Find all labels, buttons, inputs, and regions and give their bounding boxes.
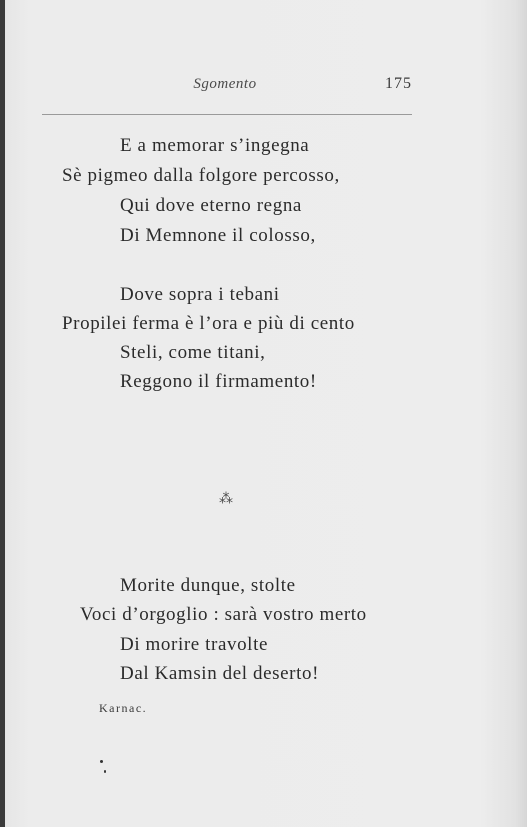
running-title: Sgomento xyxy=(193,76,257,92)
verse-line: Propilei ferma è l’ora e più di cento xyxy=(62,313,355,334)
header-rule xyxy=(42,114,412,115)
ink-speck xyxy=(100,760,103,763)
verse-line: Sè pigmeo dalla folgore percosso, xyxy=(62,165,340,186)
verse-line: Qui dove eterno regna xyxy=(120,195,302,216)
verse-line: E a memorar s’ingegna xyxy=(120,135,310,156)
verse-line: Dal Kamsin del deserto! xyxy=(120,663,319,684)
verse-line: Di morire travolte xyxy=(120,634,268,655)
verse-line: Steli, come titani, xyxy=(120,342,266,363)
place-signature: Karnac. xyxy=(99,701,148,715)
ink-speck xyxy=(104,770,106,773)
verse-line: Voci d’orgoglio : sarà vostro merto xyxy=(80,604,367,625)
page-number: 175 xyxy=(385,75,412,92)
verse-line: Dove sopra i tebani xyxy=(120,284,280,305)
verse-line: Reggono il firmamento! xyxy=(120,371,317,392)
verse-line: Morite dunque, stolte xyxy=(120,575,296,596)
binding-edge xyxy=(0,0,5,827)
verse-line: Di Memnone il colosso, xyxy=(120,225,316,246)
section-separator: ⁂ xyxy=(219,491,233,507)
